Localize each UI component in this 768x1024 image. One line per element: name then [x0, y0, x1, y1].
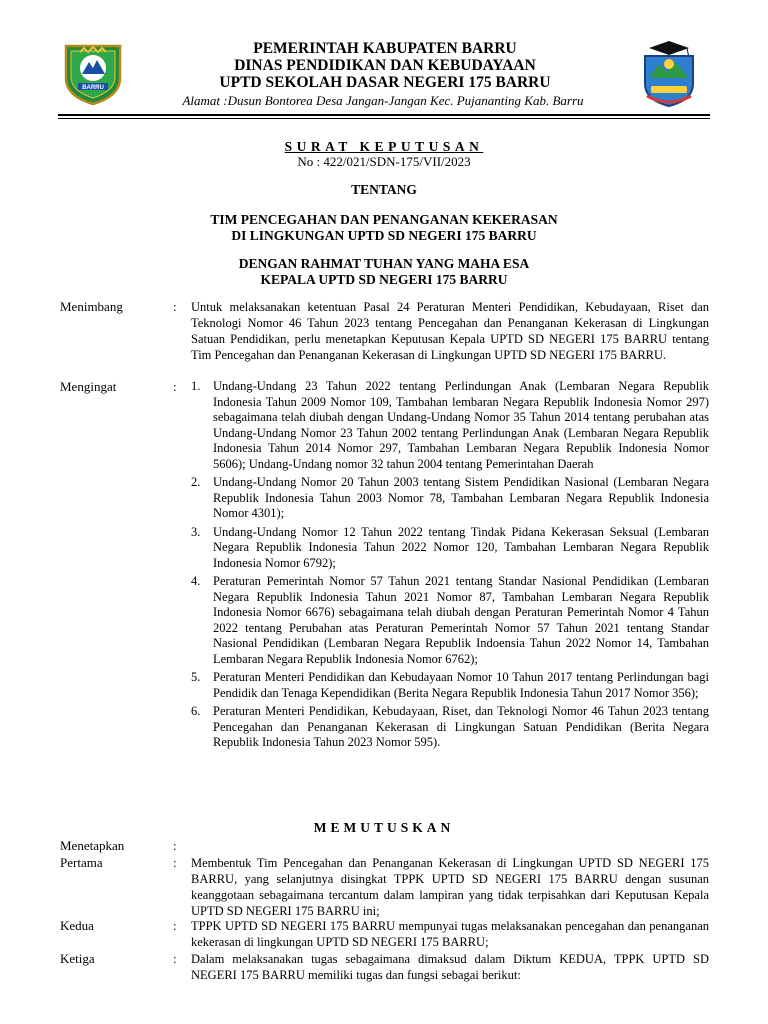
list-item-number: 6.: [191, 704, 201, 718]
ketiga-label: Ketiga: [60, 951, 95, 966]
subject-line-2: DI LINGKUNGAN UPTD SD NEGERI 175 BARRU: [231, 228, 537, 243]
header-divider-thin: [58, 118, 710, 119]
header-school: UPTD SEKOLAH DASAR NEGERI 175 BARRU: [219, 74, 551, 91]
kedua-colon: :: [173, 918, 177, 933]
list-item-text: Peraturan Menteri Pendidikan dan Kebudayaan Nomor 10 Tahun 2017 tentang Perlindungan bagi Pendidik dan Tenaga Kependidikan (Berita Negara Republik Indonesia Tahun 2017 Nomor 356);: [213, 670, 709, 700]
list-item: [191, 574, 709, 667]
list-item-text: Peraturan Pemerintah Nomor 57 Tahun 2021 tentang Standar Nasional Pendidikan (Lembaran Negara Republik Indonesia Tahun 2021 Nomor 87, Tambahan Lembaran Negara Republik Indonesia Nomor 6676) sebagaimana telah diubah dengan Peraturan Pemerintah Nomor 4 Tahun 2022 tentang Perubahan atas Peraturan Pemerintah Nomor 57 Tahun 2021 tentang Standar Nasional Pendidikan (Lembaran Negara Republik Indoensia Tahun 2022 Nomor 14, Tambahan Lembaran Negara Republik Indonesia Nomor 6762);: [213, 574, 709, 666]
list-item: [191, 379, 709, 472]
sdn-175-school-emblem-icon: [637, 38, 701, 108]
menimbang-label: Menimbang: [60, 299, 123, 314]
subject-line-1: TIM PENCEGAHAN DAN PENANGANAN KEKERASAN: [210, 212, 558, 227]
list-item-number: 5.: [191, 670, 201, 684]
menetapkan-label: Menetapkan: [60, 838, 125, 853]
left-logo-text: BARRU: [82, 85, 104, 91]
list-item: [191, 525, 709, 572]
document-title: SURAT KEPUTUSAN: [284, 139, 484, 154]
pertama-text: Membentuk Tim Pencegahan dan Penanganan Kekerasan di Lingkungan UPTD SD NEGERI 175 BARRU, yang selanjutnya disingkat TPPK UPTD SD NEGERI 175 BARRU dengan susunan keanggotaan sebagaimana tercantum dalam lampiran yang tidak terpisahkan dari Keputusan Kepala UPTD SD NEGERI 175 BARRU ini;: [191, 856, 709, 918]
barru-regency-crest-icon: [60, 40, 126, 106]
list-item-number: 3.: [191, 524, 201, 539]
mengingat-list: [191, 379, 709, 754]
list-item: [191, 704, 709, 751]
list-item-text: Undang-Undang Nomor 12 Tahun 2022 tentang Tindak Pidana Kekerasan Seksual (Lembaran Negara Republik Indonesia Tahun 2022 Nomor 120, Tambahan Lembaran Negara Republik Indonesia Nomor 6792);: [213, 524, 709, 570]
document-number: No : 422/021/SDN-175/VII/2023: [297, 154, 471, 169]
list-item-number: 1.: [191, 379, 201, 393]
menetapkan-colon: :: [173, 838, 177, 853]
ketiga-text: Dalam melaksanakan tugas sebagaimana dimaksud dalam Diktum KEDUA, TPPK UPTD SD NEGERI 175 BARRU memiliki tugas dan fungsi sebagai berikut:: [191, 952, 709, 982]
list-item-number: 4.: [191, 574, 201, 588]
kedua-label: Kedua: [60, 918, 94, 933]
header-address: Alamat :Dusun Bontorea Desa Jangan-Jangan Kec. Pujananting Kab. Barru: [182, 93, 584, 108]
ketiga-colon: :: [173, 951, 177, 966]
header-divider-thick: [58, 114, 710, 116]
list-item: [191, 670, 709, 701]
list-item-text: Undang-Undang 23 Tahun 2022 tentang Perlindungan Anak (Lembaran Negara Republik Indonesia Tahun 2009 Nomor 109, Tambahan lembaran Negara Republik Indonesia Nomor 297) sebagaimana telah diubah dengan Undang-Undang Nomor 35 Tahun 2014 tentang perubahan atas Undang-Undang Nomor 23 Tahun 2002 tentang Perlindungan Anak (Lembaran Negara Republik Indonesia Tahun 2014 Nomor 297, Tambahan Lembaran Negara Republik Indonesia Nomor 5606); Undang-Undang nomor 32 tahun 2004 tentang Pemerintahan Daerah: [213, 379, 709, 471]
rahmat-line-2: KEPALA UPTD SD NEGERI 175 BARRU: [260, 272, 508, 287]
list-item: [191, 475, 709, 522]
menimbang-colon: :: [173, 299, 177, 314]
header-government: PEMERINTAH KABUPATEN BARRU: [253, 40, 517, 57]
mengingat-label: Mengingat: [60, 379, 117, 394]
pertama-colon: :: [173, 855, 177, 870]
menimbang-text: Untuk melaksanakan ketentuan Pasal 24 Peraturan Menteri Pendidikan, Kebudayaan, Riset dan Teknologi Nomor 46 Tahun 2023 tentang Pencegahan dan Penanganan Kekerasan di Lingkungan Satuan Pendidikan, perlu menetapkan Keputusan Kepala UPTD SD NEGERI 175 BARRU tentang Tim Pencegahan dan Penanganan Kekerasan di Lingkungan UPTD SD NEGERI 175 BARRU.: [191, 300, 709, 362]
rahmat-line-1: DENGAN RAHMAT TUHAN YANG MAHA ESA: [238, 256, 530, 271]
list-item-text: Undang-Undang Nomor 20 Tahun 2003 tentang Sistem Pendidikan Nasional (Lembaran Negara Republik Indonesia Tahun 2003 Nomor 78, Tambahan Lembaran Negara Republik Indonesia Nomor 4301);: [213, 475, 709, 520]
mengingat-colon: :: [173, 379, 177, 394]
pertama-label: Pertama: [60, 855, 103, 870]
header-department: DINAS PENDIDIKAN DAN KEBUDAYAAN: [234, 57, 536, 74]
memutuskan-heading: MEMUTUSKAN: [313, 820, 455, 835]
list-item-text: Peraturan Menteri Pendidikan, Kebudayaan, Riset, dan Teknologi Nomor 46 Tahun 2023 tentang Pencegahan dan Penanganan Kekerasan di Lingkungan Satuan Pendidikan (Berita Negara Republik Indonesia Tahun 2023 Nomor 595).: [213, 704, 709, 749]
tentang-heading: TENTANG: [351, 182, 417, 197]
kedua-text: TPPK UPTD SD NEGERI 175 BARRU mempunyai tugas melaksanakan pencegahan dan penanganan kekerasan di lingkungan UPTD SD NEGERI 175 BARRU;: [191, 919, 709, 949]
list-item-number: 2.: [191, 475, 201, 489]
